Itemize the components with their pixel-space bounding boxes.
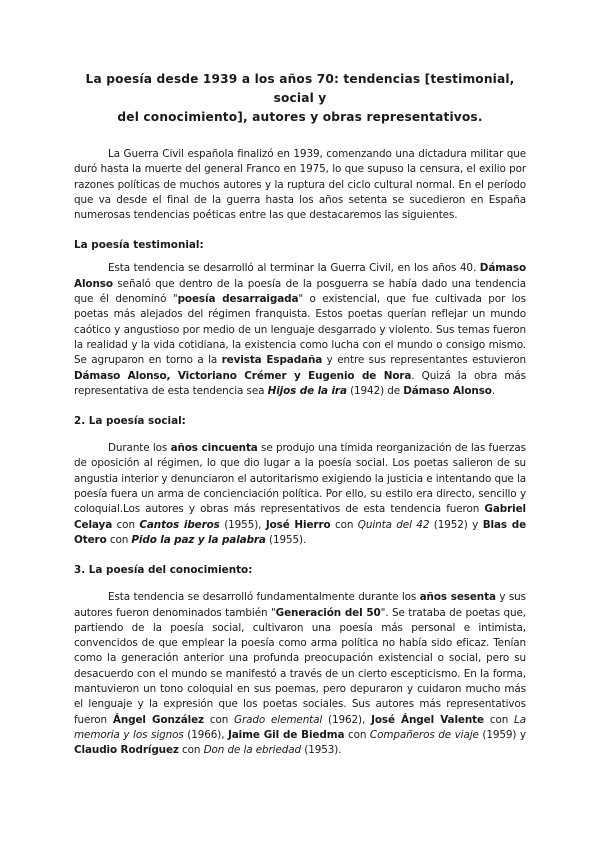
title-line-2: del conocimiento], autores y obras representativos. (117, 110, 483, 124)
document-title (74, 70, 526, 127)
section-paragraph-conocimiento: Esta tendencia se desarrolló fundamentalmente durante los años sesenta y sus autores fueron denominados también "Generación del 50". Se trataba de poetas que, partiendo de la poesía social, cultivaron una poesía más personal e intimista, convencidos de que emplear la poesía como arma política no había sido eficaz. Tenían como la generación anterior una profunda preocupación existencial o social, pero su desacuerdo con el mundo se manifestó a través de un cierto escepticismo. En la forma, mantuvieron un tono coloquial en sus poemas, pero depuraron y cuidaron mucho más el lenguaje y la expresión que los poetas sociales. Sus autores más representativos fueron Ángel González con Grado elemental (1962), José Ángel Valente con La memoria y los signos (1966), Jaime Gil de Biedma con Compañeros de viaje (1959) y Claudio Rodríguez con Don de la ebriedad (1953). (74, 591, 527, 757)
section-heading-conocimiento: 3. La poesía del conocimiento: (74, 564, 253, 577)
section-paragraph-social: Durante los años cincuenta se produjo una tímida reorganización de las fuerzas de oposición al régimen, lo que dio lugar a la poesía social. Los poetas salieron de su angustia interior y denunciaron el autoritarismo exigiendo la justicia e intentando que la poesía fuera un arma de concienciación política. Por ello, su estilo era directo, sencillo y coloquial.Los autores y obras más representativos de esta tendencia fueron Gabriel Celaya con Cantos iberos (1955), José Hierro con Quinta del 42 (1952) y Blas de Otero con Pido la paz y la palabra (1955). (74, 442, 527, 546)
section-heading-testimonial: La poesía testimonial: (74, 239, 204, 252)
section-heading-social: 2. La poesía social: (74, 415, 186, 428)
section-paragraph-testimonial: Esta tendencia se desarrolló al terminar la Guerra Civil, en los años 40. Dámaso Alonso señaló que dentro de la poesía de la posguerra se había dado una tendencia que él denominó "poesía desarraigada" o existencial, que fue cultivada por los poetas más alejados del régimen franquista. Estos poetas querían reflejar un mundo caótico y angustioso por medio de un lenguaje desgarrado y violento. Sus temas fueron la realidad y la vida cotidiana, la existencia como lucha con el mundo o consigo mismo. Se agruparon en torno a la revista Espadaña y entre sus representantes estuvieron Dámaso Alonso, Victoriano Crémer y Eugenio de Nora. Quizá la obra más representativa de esta tendencia sea Hijos de la ira (1942) de Dámaso Alonso. (74, 262, 526, 397)
title-line-1: La poesía desde 1939 a los años 70: tendencias [testimonial, social y (85, 72, 515, 105)
intro-paragraph: La Guerra Civil española finalizó en 1939, comenzando una dictadura militar que duró hasta la muerte del general Franco en 1975, lo que supuso la censura, el exilio por razones políticas de muchos autores y la ruptura del ciclo cultural normal. En el período que va desde el final de la guerra hasta los años setenta se sucedieron en España numerosas tendencias poéticas entre las que destacaremos las siguientes. (74, 148, 526, 222)
